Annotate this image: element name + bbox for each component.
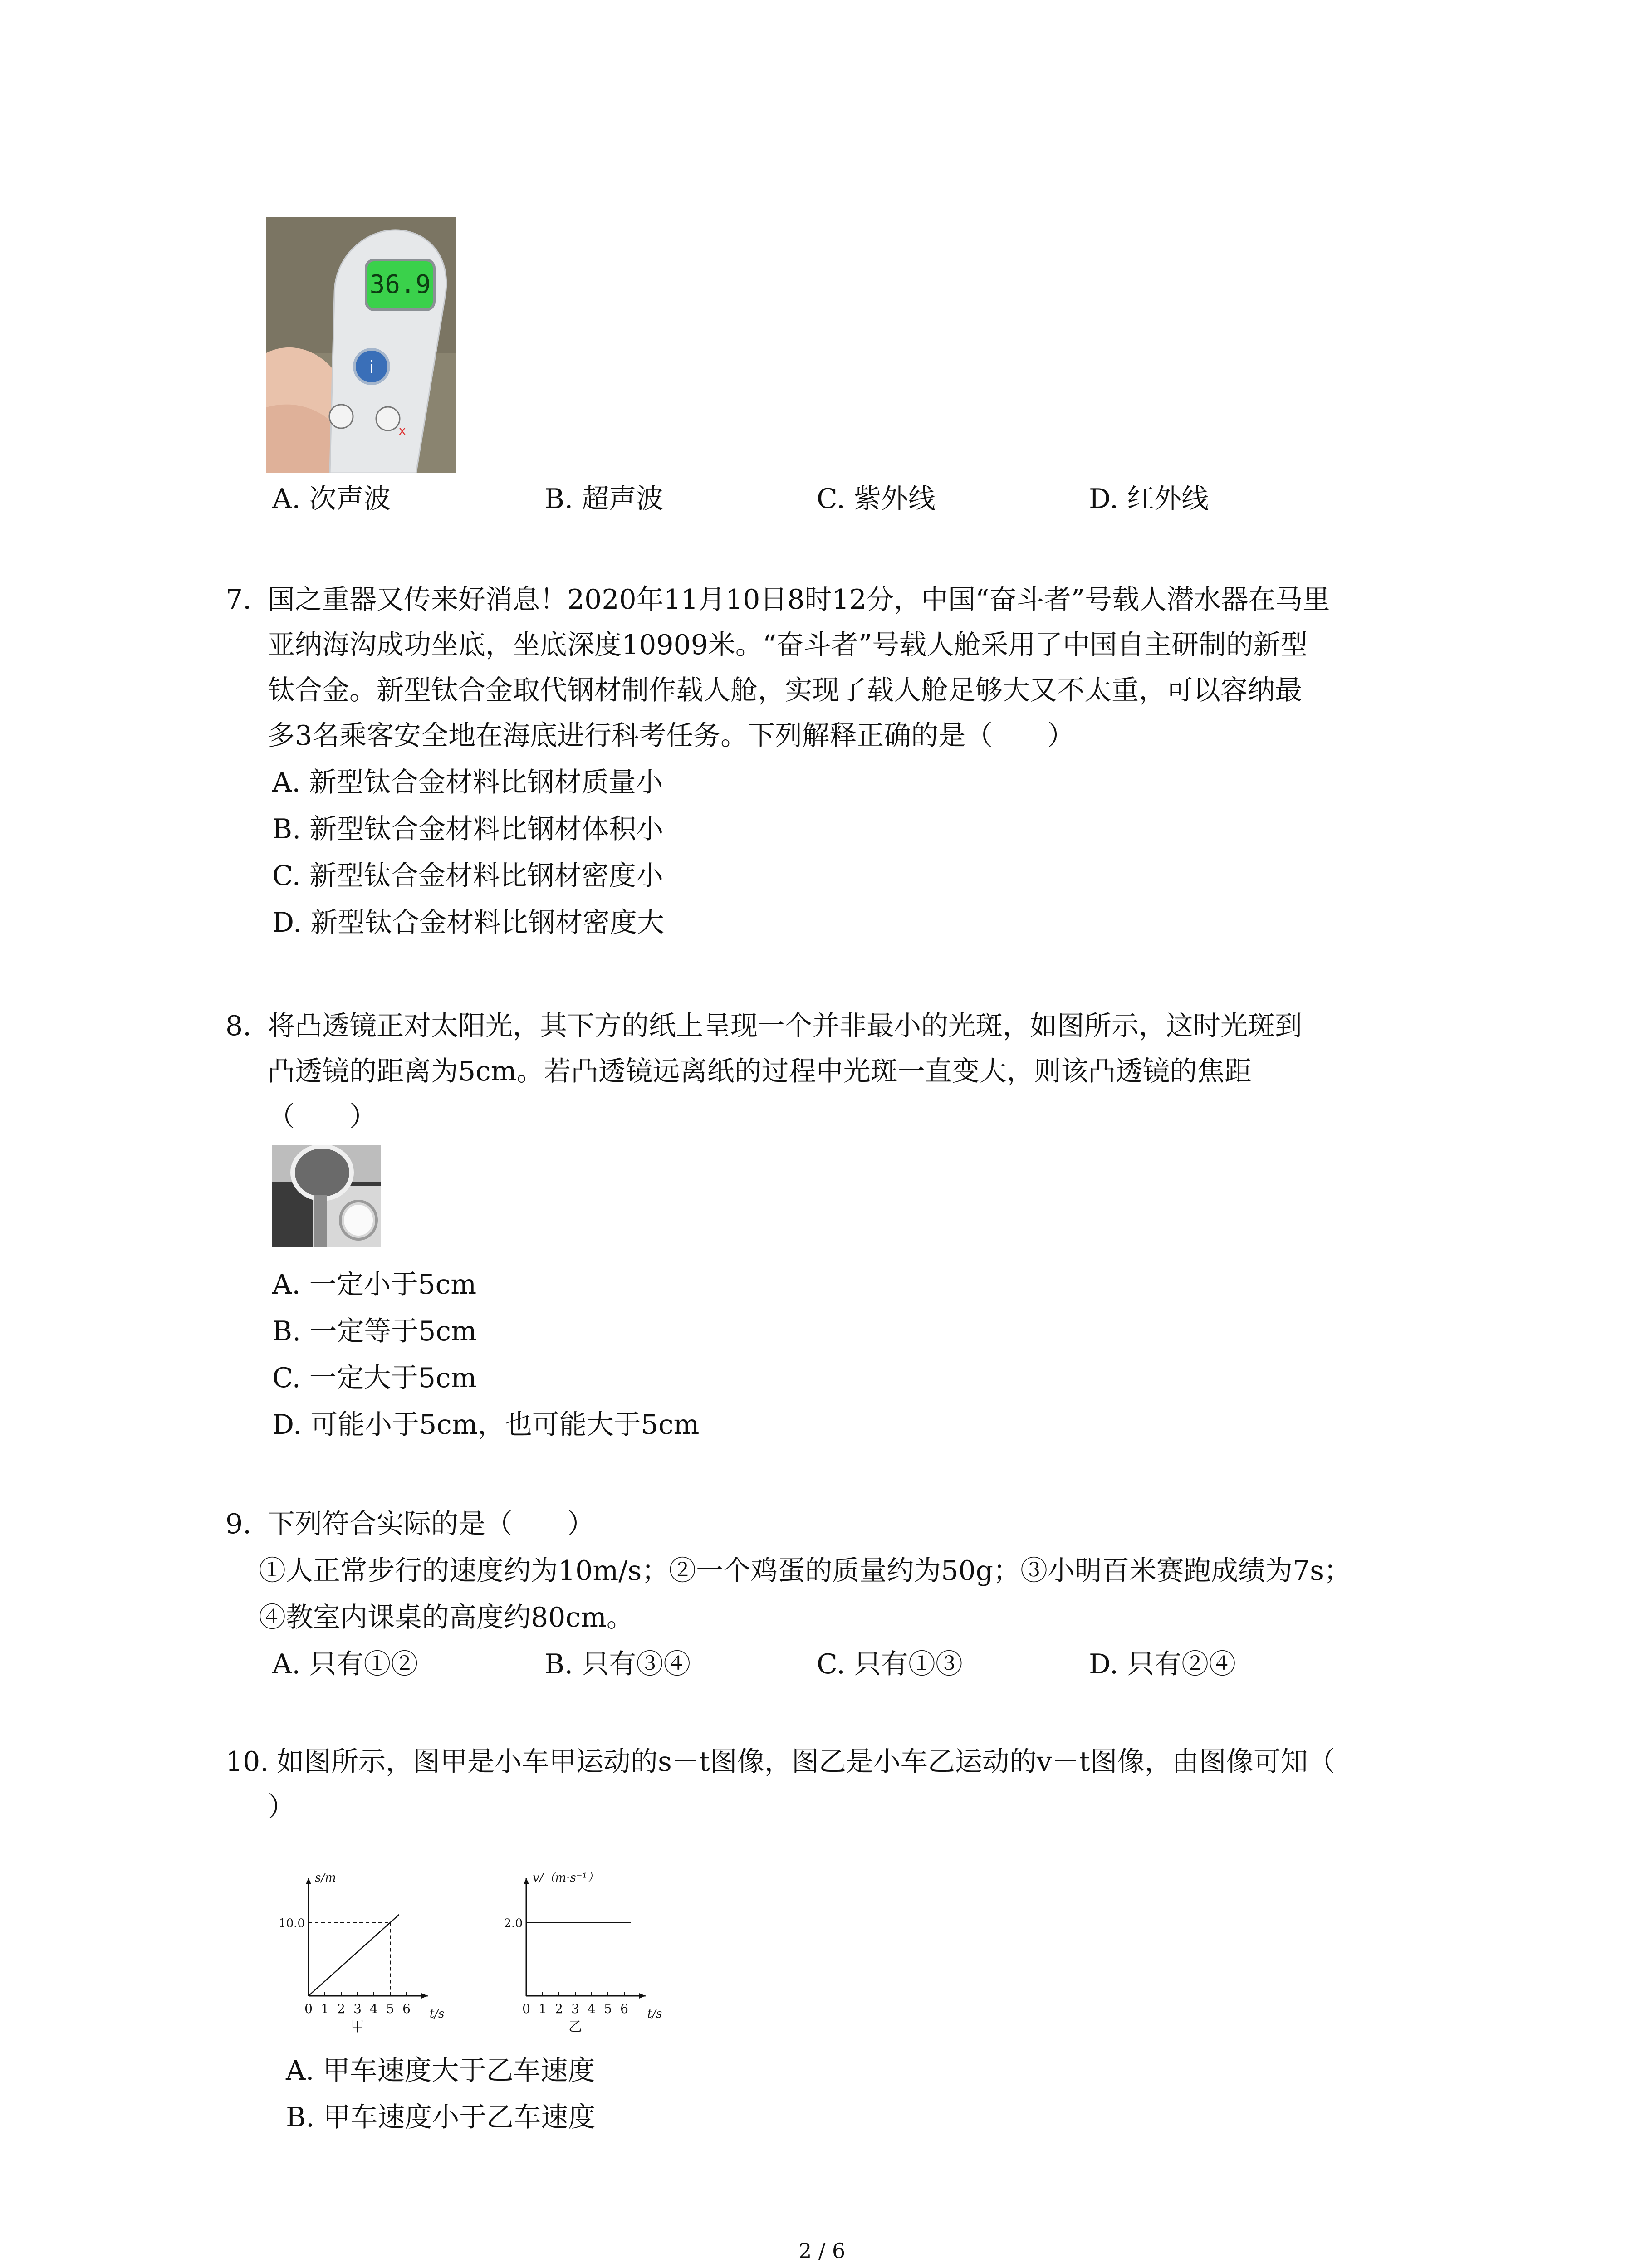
graph-b-x-tick-label: 2 [555,2001,563,2016]
graph-a-x-tick-label: 1 [321,2001,329,2016]
q7-option-a: A. 新型钛合金材料比钢材质量小 [272,767,663,798]
q9-line-2: ①人正常步行的速度约为10m/s；②一个鸡蛋的质量约为50g；③小明百米赛跑成绩为7s； [259,1555,1351,1587]
q7-option-c: C. 新型钛合金材料比钢材密度小 [272,860,663,892]
q8-line-2: 凸透镜的距离为5cm。若凸透镜远离纸的过程中光斑一直变大，则该凸透镜的焦距 [268,1056,1252,1087]
q6-options [272,476,1361,522]
graph-a-y-arrow [306,1878,311,1884]
graph-b-x-tick-label: 0 [522,2001,530,2016]
q9-option-d: D. 只有②④ [1089,1648,1236,1680]
svg-text:i: i [369,357,374,377]
graph-a-caption: 甲 [351,2019,364,2035]
q8-option-d: D. 可能小于5cm，也可能大于5cm [272,1409,700,1441]
q7-number: 7. [225,584,252,616]
graph-b-x-label: t/s [647,2007,662,2021]
graph-b-x-arrow [639,1993,646,1999]
convex-lens-light-spot-photo [272,1145,381,1247]
q6-option-d: D. 红外线 [1089,483,1209,515]
graph-b-y-tick-label: 2.0 [504,1916,523,1931]
graph-a-x-tick-label: 5 [386,2001,394,2016]
q7-option-d: D. 新型钛合金材料比钢材密度大 [272,907,665,938]
q8-line-3: （ ） [268,1101,377,1133]
q8-option-b: B. 一定等于5cm [272,1315,477,1347]
q8-option-a: A. 一定小于5cm [272,1269,477,1300]
q9-options [272,1642,1361,1687]
q10-line-2: ） [268,1791,295,1823]
graph-b-y-arrow [524,1878,529,1884]
q9-line-1: 下列符合实际的是（ ） [268,1508,594,1540]
graph-b-x-tick-label: 5 [604,2001,612,2016]
graph-a-y-tick-label: 10.0 [279,1916,305,1931]
graph-a-y-label: s/m [315,1871,336,1885]
graph-a-x-tick-label: 3 [353,2001,362,2016]
q10-line-1: 如图所示，图甲是小车甲运动的s－t图像，图乙是小车乙运动的v－t图像，由图像可知（ [277,1746,1335,1778]
q7-option-b: B. 新型钛合金材料比钢材体积小 [272,813,664,845]
graph-a-series-line [309,1915,399,1996]
graph-a-x-label: t/s [429,2007,445,2021]
q8-option-c: C. 一定大于5cm [272,1362,477,1394]
svg-text:x: x [399,424,406,438]
graph-a-x-arrow [421,1993,428,1999]
graph-b-x-tick-label: 1 [539,2001,547,2016]
forehead-thermometer-photo [266,217,456,473]
q8-number: 8. [225,1010,252,1042]
q7-line-2: 亚纳海沟成功坐底，坐底深度10909米。“奋斗者”号载人舱采用了中国自主研制的新型 [268,629,1308,661]
graph-b-x-tick-label: 3 [571,2001,579,2016]
q10-option-b: B. 甲车速度小于乙车速度 [286,2102,596,2133]
graph-yi-vt [481,1860,694,2041]
q9-option-c: C. 只有①③ [817,1648,963,1680]
q10-number: 10. [225,1746,269,1778]
graph-b-x-tick-label: 6 [620,2001,628,2016]
q7-line-1: 国之重器又传来好消息！2020年11月10日8时12分，中国“奋斗者”号载人潜水器在马里 [268,584,1330,616]
graph-a-x-tick-label: 0 [304,2001,313,2016]
q9-option-a: A. 只有①② [272,1648,418,1680]
q9-line-3: ④教室内课桌的高度约80cm。 [259,1602,634,1633]
graph-a-x-tick-label: 2 [337,2001,345,2016]
graph-jia-st [263,1860,472,2041]
q6-option-c: C. 紫外线 [817,483,936,515]
page-number: 2 / 6 [798,2239,846,2263]
graph-a-x-tick-label: 4 [370,2001,378,2016]
q6-option-a: A. 次声波 [272,483,391,515]
q9-option-b: B. 只有③④ [544,1648,691,1680]
graph-b-caption: 乙 [568,2019,582,2035]
q7-line-3: 钛合金。新型钛合金取代钢材制作载人舱，实现了载人舱足够大又不太重，可以容纳最 [268,675,1302,706]
q10-option-a: A. 甲车速度大于乙车速度 [286,2055,595,2087]
thermometer-display: 36.9 [369,270,431,299]
graph-a-x-tick-label: 6 [402,2001,411,2016]
q9-number: 9. [225,1508,252,1540]
graph-b-x-tick-label: 4 [588,2001,596,2016]
q8-line-1: 将凸透镜正对太阳光，其下方的纸上呈现一个并非最小的光斑，如图所示，这时光斑到 [268,1010,1302,1042]
q6-option-b: B. 超声波 [544,483,664,515]
graph-b-y-label: v/（m·s⁻¹） [533,1871,599,1885]
q7-line-4: 多3名乘客安全地在海底进行科考任务。下列解释正确的是（ ） [268,720,1075,752]
